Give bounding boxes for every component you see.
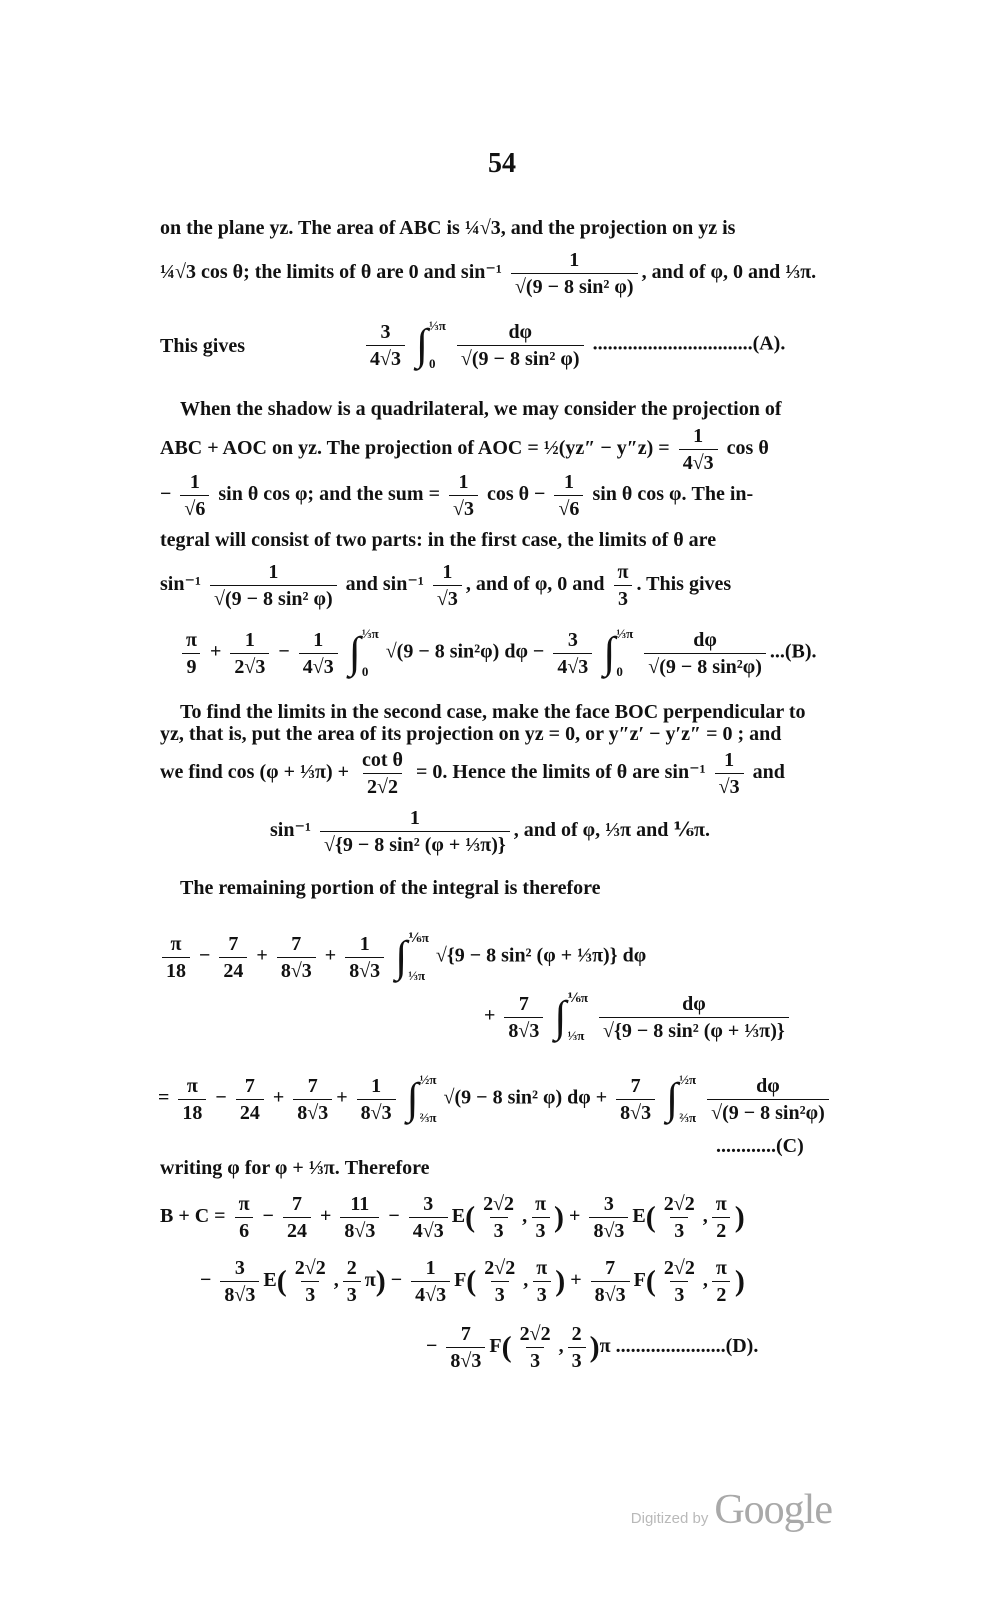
- denominator: √(9 − 8 sin² φ): [511, 273, 638, 299]
- numerator: 3: [603, 1193, 614, 1215]
- page-number: 54: [488, 148, 516, 179]
- upper-limit: ½π: [419, 1072, 437, 1087]
- fraction: [277, 932, 316, 983]
- pi: π: [599, 1335, 611, 1358]
- fraction: [511, 248, 638, 299]
- text: , and of φ, 0 and: [465, 573, 605, 596]
- fraction: [616, 1074, 655, 1125]
- upper-limit: ⅙π: [408, 930, 429, 945]
- fraction: [182, 628, 201, 679]
- fraction: [320, 806, 510, 857]
- pi: π: [364, 1269, 376, 1292]
- text: and: [752, 761, 785, 784]
- integral-sign: ∫ ⅙π ⅓π: [395, 926, 429, 988]
- denominator: 8√3: [446, 1347, 485, 1373]
- denominator: √(9 − 8 sin²φ): [644, 653, 766, 679]
- numerator: 1: [425, 1257, 436, 1279]
- fraction: [457, 320, 584, 371]
- denominator: 9: [182, 653, 200, 679]
- para2-line1: When the shadow is a quadrilateral, we may consider the projection of: [180, 398, 782, 420]
- fraction: [180, 470, 209, 521]
- para2-line5: [160, 560, 731, 611]
- denominator: 2√2: [363, 773, 402, 799]
- denominator: √{9 − 8 sin² (φ + ⅓π)}: [320, 831, 510, 857]
- denominator: 4√3: [411, 1281, 450, 1307]
- numerator: 7: [605, 1257, 616, 1279]
- denominator: √(9 − 8 sin²φ): [707, 1099, 829, 1125]
- fraction: [449, 470, 478, 521]
- fraction: [589, 1192, 628, 1243]
- numerator: 2√2: [663, 1257, 695, 1279]
- numerator: 1: [268, 561, 279, 583]
- text: cos θ: [726, 437, 769, 460]
- numerator: 7: [291, 1193, 302, 1215]
- fraction: [230, 628, 269, 679]
- equation-A: [362, 314, 785, 376]
- para3-line3: [160, 748, 785, 799]
- denominator: √{9 − 8 sin² (φ + ⅓π)}: [599, 1017, 789, 1043]
- equation-D-line1: B + C = $\frac{\pi}{6}$ − $\frac{7}{24}$ + $\frac{11}{8√3}$ − $\frac{3}{4√3}$ E( $\frac{2√2}{3}$ , $\frac{\pi}{3}$ ) + $\frac{3}{8√3}$ E( $\frac{2√2}{3}$ , $\frac{\pi}{2}$ ): [160, 1193, 745, 1242]
- denominator: 8√3: [340, 1217, 379, 1243]
- denominator: 4√3: [366, 345, 405, 371]
- denominator: 4√3: [409, 1217, 448, 1243]
- fraction: [660, 1192, 699, 1243]
- integral-sign: ∫ ⅓π 0: [349, 622, 379, 684]
- fraction: [210, 560, 337, 611]
- upper-limit: ⅙π: [567, 990, 589, 1005]
- lower-limit: 0: [429, 356, 436, 371]
- numerator: dφ: [508, 320, 533, 343]
- numerator: 2√2: [483, 1193, 515, 1215]
- text: , and of φ, ⅓π and ⅙π.: [513, 819, 711, 842]
- numerator: 1: [313, 628, 324, 651]
- fraction: [178, 1074, 206, 1125]
- para3-line1: To find the limits in the second case, make the face BOC perpendicular to: [180, 701, 806, 723]
- fraction: [679, 424, 718, 475]
- para2-line4: tegral will consist of two parts: in the first case, the limits of θ are: [160, 529, 717, 551]
- fraction: [553, 628, 592, 679]
- para1-line2: [160, 248, 816, 299]
- fraction: [433, 560, 462, 611]
- lower-limit: ⅔π: [419, 1110, 437, 1125]
- integrand: √(9 − 8 sin² φ) dφ +: [443, 1086, 608, 1109]
- denominator: 3: [670, 1281, 688, 1307]
- numerator: dφ: [756, 1074, 780, 1097]
- numerator: π: [170, 932, 182, 955]
- fraction: [409, 1192, 448, 1243]
- denominator: √3: [715, 773, 744, 799]
- integrand: √(9 − 8 sin²φ) dφ −: [385, 640, 545, 663]
- numerator: π: [535, 1193, 547, 1215]
- numerator: π: [186, 628, 197, 651]
- lower-limit: 0: [616, 664, 623, 679]
- denominator: 8√3: [357, 1099, 396, 1125]
- denominator: 8√3: [589, 1217, 628, 1243]
- text: ABC + AOC on yz. The projection of AOC = ½(yz″ − y″z) =: [160, 437, 670, 460]
- numerator: 11: [350, 1193, 370, 1215]
- fraction: [358, 748, 407, 799]
- numerator: π: [238, 1193, 250, 1215]
- para2-line3: [160, 470, 753, 521]
- numerator: π: [536, 1257, 548, 1279]
- denominator: 3: [343, 1281, 361, 1307]
- denominator: √(9 − 8 sin² φ): [457, 345, 584, 371]
- fraction: [479, 1192, 518, 1243]
- integral-sign: ∫ ⅓π 0: [416, 314, 446, 376]
- fraction: [446, 1322, 485, 1373]
- fraction: [599, 992, 789, 1043]
- fraction: [516, 1322, 555, 1373]
- text: −: [160, 483, 172, 506]
- denominator: 6: [235, 1217, 253, 1243]
- denominator: √6: [554, 495, 583, 521]
- para5-line1: writing φ for φ + ⅓π. Therefore: [160, 1157, 430, 1179]
- lower-limit: 0: [361, 664, 369, 679]
- upper-limit: ⅓π: [616, 626, 634, 641]
- fraction: [715, 748, 744, 799]
- equation-tag-C: ............(C): [716, 1135, 804, 1157]
- eqA-label: This gives: [160, 335, 246, 357]
- integral-sign: ∫ ⅙π ⅓π: [554, 986, 588, 1048]
- text: sin θ cos φ; and the sum =: [218, 483, 440, 506]
- numerator: 3: [567, 628, 578, 651]
- fraction: [614, 560, 633, 611]
- numerator: 1: [724, 749, 735, 771]
- integral-sign: ∫ ⅓π 0: [603, 622, 633, 684]
- text: sin⁻¹: [160, 573, 202, 596]
- integral-sign: ∫ ½π ⅔π: [407, 1068, 437, 1130]
- text: = 0. Hence the limits of θ are sin⁻¹: [415, 761, 706, 784]
- fraction: [366, 320, 405, 371]
- equation-C-row1: $\frac{\pi}{18}$ − $\frac{7}{24}$ + $\frac{7}{8√3}$ + $\frac{1}{8√3}$ ∫ ⅙π ⅓π √{9 − 8 sin² (φ + ⅓π)} dφ: [158, 926, 646, 988]
- function-F: F: [633, 1269, 646, 1292]
- text: . This gives: [636, 573, 732, 596]
- denominator: 3: [526, 1347, 544, 1373]
- numerator: dφ: [693, 628, 717, 651]
- numerator: 2√2: [519, 1323, 551, 1345]
- denominator: 3: [490, 1217, 508, 1243]
- denominator: 8√3: [591, 1281, 630, 1307]
- text: sin θ cos φ. The in-: [592, 483, 754, 506]
- para3-line2: yz, that is, put the area of its projection on yz = 0, or y″z′ − y′z″ = 0 ; and: [160, 723, 782, 745]
- fraction: [411, 1256, 450, 1307]
- equation-D-line3: − $\frac{7}{8√3}$ F( $\frac{2√2}{3}$ , $\frac{2}{3}$ )π ......................(D).: [426, 1323, 759, 1372]
- denominator: 4√3: [679, 449, 718, 475]
- fraction: [235, 1192, 254, 1243]
- numerator: dφ: [682, 992, 706, 1015]
- denominator: √3: [449, 495, 478, 521]
- denominator: 4√3: [553, 653, 592, 679]
- denominator: 4√3: [299, 653, 338, 679]
- denominator: 24: [219, 957, 247, 983]
- function-F: F: [454, 1269, 467, 1292]
- fraction: [591, 1256, 630, 1307]
- denominator: 8√3: [277, 957, 316, 983]
- denominator: √(9 − 8 sin² φ): [210, 585, 337, 611]
- para3-line4: [270, 806, 710, 857]
- denominator: √3: [433, 585, 462, 611]
- denominator: 8√3: [293, 1099, 332, 1125]
- upper-limit: ⅓π: [429, 318, 446, 333]
- text: ¼√3 cos θ; the limits of θ are 0 and sin⁻¹: [160, 261, 502, 284]
- equation-C-row3: = $\frac{\pi}{18}$ − $\frac{7}{24}$ + $\frac{7}{8√3}$ + $\frac{1}{8√3}$ ∫ ½π ⅔π √(9 − 8 sin² φ) dφ + $\frac{7}{8√3}$ ∫ ½π ⅔π $\frac{d\varphi}{\text{√(9 − 8 sin²φ)}}$: [158, 1068, 833, 1130]
- function-E: E: [263, 1269, 277, 1292]
- denominator: 8√3: [220, 1281, 259, 1307]
- equals-sign: =: [158, 1086, 170, 1109]
- numerator: 2: [346, 1257, 357, 1279]
- numerator: 7: [244, 1074, 255, 1097]
- denominator: 2: [712, 1281, 730, 1307]
- equation-tag: ................................(A).: [592, 332, 786, 355]
- fraction: [531, 1192, 550, 1243]
- google-logo: Google: [714, 1487, 832, 1533]
- denominator: 3: [532, 1217, 550, 1243]
- numerator: 7: [460, 1323, 471, 1345]
- denominator: 3: [670, 1217, 688, 1243]
- denominator: 24: [236, 1099, 264, 1125]
- denominator: 18: [162, 957, 190, 983]
- numerator: 7: [307, 1074, 318, 1097]
- digitized-by-google-watermark: [631, 1486, 832, 1534]
- fraction: [712, 1256, 731, 1307]
- lower-limit: ⅓π: [408, 968, 426, 983]
- numerator: 3: [423, 1193, 434, 1215]
- fraction: [293, 1074, 332, 1125]
- equation-tag: ...(B).: [769, 640, 817, 663]
- fraction: [554, 470, 583, 521]
- numerator: 1: [189, 471, 200, 493]
- numerator: 2√2: [663, 1193, 695, 1215]
- numerator: 1: [458, 471, 469, 493]
- fraction: [299, 628, 338, 679]
- numerator: 3: [380, 320, 391, 343]
- para1-line1: on the plane yz. The area of ABC is ¼√3, and the projection on yz is: [160, 217, 736, 239]
- fraction: [220, 1256, 259, 1307]
- denominator: 3: [491, 1281, 509, 1307]
- fraction: [357, 1074, 396, 1125]
- numerator: 7: [518, 992, 529, 1015]
- para2-line2: [160, 424, 769, 475]
- fraction: [343, 1256, 361, 1307]
- fraction: [340, 1192, 379, 1243]
- equation-C-row2: [484, 986, 793, 1048]
- text: and sin⁻¹: [345, 573, 424, 596]
- numerator: π: [715, 1257, 727, 1279]
- numerator: 7: [630, 1074, 641, 1097]
- text: cos θ −: [486, 483, 546, 506]
- numerator: 1: [563, 471, 574, 493]
- numerator: 1: [442, 561, 453, 583]
- fraction: [219, 932, 247, 983]
- fraction: [236, 1074, 264, 1125]
- numerator: π: [617, 561, 629, 583]
- numerator: 3: [234, 1257, 245, 1279]
- fraction: [660, 1256, 699, 1307]
- numerator: cot θ: [362, 749, 403, 771]
- text: , and of φ, 0 and ⅓π.: [641, 261, 817, 284]
- lower-limit: ⅔π: [679, 1110, 697, 1125]
- denominator: 2: [712, 1217, 730, 1243]
- denominator: 8√3: [616, 1099, 655, 1125]
- denominator: 8√3: [345, 957, 384, 983]
- numerator: 1: [371, 1074, 382, 1097]
- text: sin⁻¹: [270, 819, 312, 842]
- denominator: √6: [180, 495, 209, 521]
- upper-limit: ½π: [679, 1072, 697, 1087]
- fraction: [532, 1256, 551, 1307]
- numerator: 1: [359, 932, 370, 955]
- digitized-by-text: Digitized by: [630, 1510, 709, 1527]
- denominator: 3: [533, 1281, 551, 1307]
- numerator: 2√2: [294, 1257, 326, 1279]
- fraction: [291, 1256, 330, 1307]
- fraction: [504, 992, 543, 1043]
- numerator: π: [715, 1193, 727, 1215]
- numerator: 2: [571, 1323, 582, 1345]
- denominator: 24: [283, 1217, 311, 1243]
- numerator: π: [186, 1074, 198, 1097]
- denominator: 8√3: [504, 1017, 543, 1043]
- numerator: 1: [569, 249, 580, 271]
- numerator: 2√2: [484, 1257, 516, 1279]
- equation-tag: ......................(D).: [615, 1335, 759, 1358]
- fraction: [644, 628, 766, 679]
- function-E: E: [632, 1205, 646, 1228]
- integrand: √{9 − 8 sin² (φ + ⅓π)} dφ: [435, 944, 647, 967]
- fraction: [345, 932, 384, 983]
- numerator: 1: [244, 628, 255, 651]
- function-E: E: [451, 1205, 466, 1228]
- denominator: 3: [614, 585, 632, 611]
- fraction: [162, 932, 190, 983]
- numerator: 7: [291, 932, 302, 955]
- fraction: [707, 1074, 829, 1125]
- numerator: 7: [228, 932, 239, 955]
- denominator: 2√3: [230, 653, 269, 679]
- fraction: [568, 1322, 586, 1373]
- denominator: 3: [301, 1281, 319, 1307]
- fraction: [283, 1192, 311, 1243]
- numerator: 1: [409, 807, 420, 829]
- numerator: 1: [693, 425, 704, 447]
- integral-sign: ∫ ½π ⅔π: [666, 1068, 696, 1130]
- lower-limit: ⅓π: [567, 1028, 585, 1043]
- text: we find cos (φ + ⅓π) +: [160, 761, 349, 784]
- para4-line1: The remaining portion of the integral is therefore: [180, 877, 601, 899]
- plus-sign: +: [484, 1004, 496, 1027]
- denominator: 18: [178, 1099, 206, 1125]
- fraction: [480, 1256, 519, 1307]
- equation-D-line2: − $\frac{3}{8√3}$ E( $\frac{2√2}{3}$ , $\frac{2}{3}$ π) − $\frac{1}{4√3}$ F( $\frac{2√2}{3}$ , $\frac{\pi}{3}$ ) + $\frac{7}{8√3}$ F( $\frac{2√2}{3}$ , $\frac{\pi}{2}$ ): [200, 1257, 745, 1306]
- equation-B: $\frac{\pi}{9}$ + $\frac{1}{2√3}$ − $\frac{1}{4√3}$ ∫ ⅓π 0 √(9 − 8 sin²φ) dφ − $\frac{3}{4√3}$ ∫ ⅓π 0 $\frac{d\varphi}{\text{√(9 − 8 sin²φ)}}$ ...(B).: [178, 622, 817, 684]
- fraction: [712, 1192, 731, 1243]
- upper-limit: ⅓π: [361, 626, 379, 641]
- denominator: 3: [568, 1347, 586, 1373]
- function-F: F: [489, 1335, 502, 1358]
- lhs: B + C =: [160, 1205, 226, 1228]
